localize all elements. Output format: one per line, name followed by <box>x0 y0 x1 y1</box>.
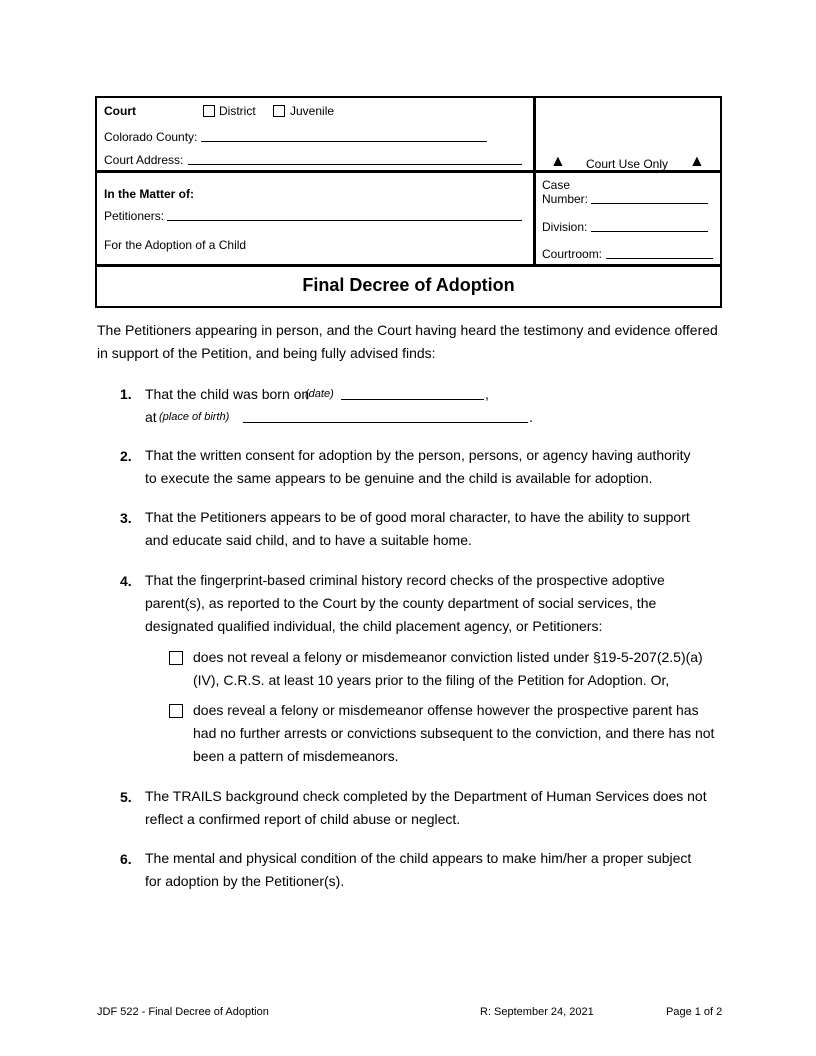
courtroom-field[interactable] <box>606 258 713 259</box>
item-6-number: 6. <box>120 851 132 867</box>
item-5-number: 5. <box>120 789 132 805</box>
juvenile-label: Juvenile <box>290 104 335 118</box>
juvenile-checkbox[interactable] <box>273 105 285 117</box>
adoption-of-child-label: For the Adoption of a Child <box>104 238 247 252</box>
district-checkbox[interactable] <box>203 105 215 117</box>
item-1-place-hint: (place of birth) <box>159 411 230 423</box>
court-use-only-label: Court Use Only <box>586 157 669 171</box>
conviction-checkbox[interactable] <box>169 704 183 718</box>
item-6-text: The mental and physical condition of the child appears to make him/her a proper subject for adoption by the Petitioner(s). <box>145 850 692 889</box>
item-4-option-a: does not reveal a felony or misdemeanor conviction listed under §19-5-207(2.5)(a)(IV), C.R.S. at least 10 years prior to the filing of the Petition for Adoption. Or, <box>193 649 703 688</box>
item-1-comma: , <box>485 386 489 402</box>
county-label: Colorado County: <box>104 130 198 144</box>
item-2-text: That the written consent for adoption by the person, persons, or agency having authority to execute the same appears to be genuine and the child is available for adoption. <box>145 447 691 486</box>
item-2-number: 2. <box>120 448 132 464</box>
district-label: District <box>219 104 256 118</box>
footer-revision: R: September 24, 2021 <box>480 1006 594 1018</box>
item-4-option-b: does reveal a felony or misdemeanor offense however the prospective parent has had no further arrests or convictions subsequent to the conviction, and there has not been a pattern of misdemeanors. <box>193 702 715 764</box>
item-4-number: 4. <box>120 573 132 589</box>
item-1-at-text: at <box>145 409 157 425</box>
matter-label: In the Matter of: <box>104 187 194 201</box>
item-1-born-text: That the child was born on <box>145 386 310 402</box>
birth-date-field[interactable] <box>341 399 484 400</box>
birth-place-field[interactable] <box>243 422 528 423</box>
item-1-number: 1. <box>120 386 132 402</box>
no-conviction-checkbox[interactable] <box>169 651 183 665</box>
arrow-up-icon: ▲ <box>689 153 705 170</box>
item-3-text: That the Petitioners appears to be of good moral character, to have the ability to support and educate said child, and to have a suitable home. <box>145 509 690 548</box>
document-title: Final Decree of Adoption <box>302 275 515 295</box>
intro-paragraph: The Petitioners appearing in person, and the Court having heard the testimony and evidence offered in support of the Petition, and being fully advised finds: <box>97 322 718 361</box>
division-label: Division: <box>542 220 588 234</box>
item-1-date-hint: (date) <box>305 388 334 400</box>
arrow-up-icon: ▲ <box>550 153 566 170</box>
item-3-number: 3. <box>120 510 132 526</box>
court-address-label: Court Address: <box>104 153 184 167</box>
item-1-period: . <box>529 409 533 425</box>
caption-row-divider-2 <box>97 264 720 267</box>
caption-vertical-divider <box>533 98 536 266</box>
courtroom-label: Courtroom: <box>542 247 603 261</box>
county-field[interactable] <box>201 141 487 142</box>
petitioners-field[interactable] <box>167 220 522 221</box>
case-label: Case <box>542 178 571 192</box>
footer-page-number: Page 1 of 2 <box>666 1006 723 1018</box>
item-4-text: That the fingerprint-based criminal history record checks of the prospective adoptive parent(s), as reported to the Court by the county department of social services, the designated qualified individual, the child placement agency, or Petitioners: <box>145 572 665 634</box>
court-address-field[interactable] <box>188 164 522 165</box>
petitioners-label: Petitioners: <box>104 209 165 223</box>
case-number-label: Number: <box>542 192 589 206</box>
case-number-field[interactable] <box>591 203 708 204</box>
item-5-text: The TRAILS background check completed by the Department of Human Services does not reflect a confirmed report of child abuse or neglect. <box>145 788 707 827</box>
footer-form-id: JDF 522 - Final Decree of Adoption <box>97 1006 269 1018</box>
court-label: Court <box>104 104 136 118</box>
division-field[interactable] <box>591 231 708 232</box>
